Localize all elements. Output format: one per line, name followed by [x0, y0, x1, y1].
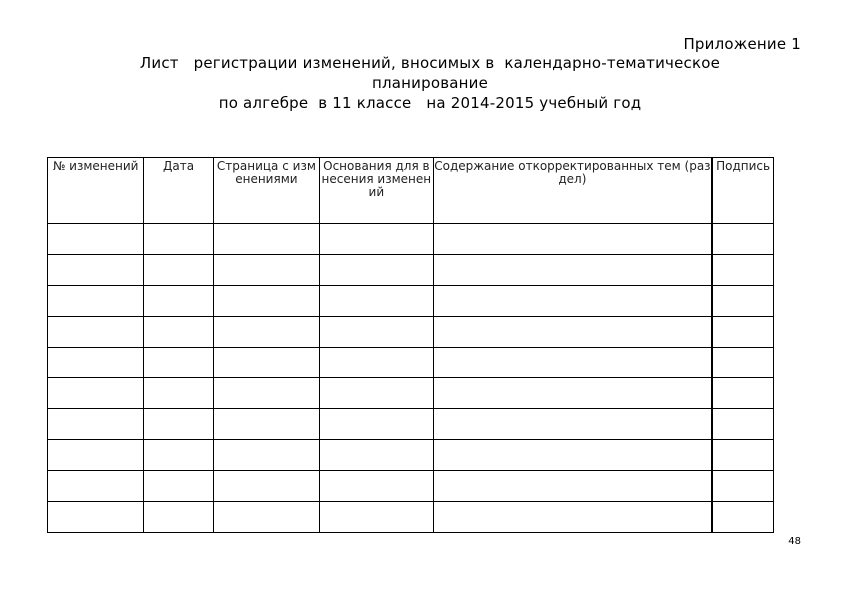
- table-cell[interactable]: [320, 378, 433, 409]
- table-cell[interactable]: [433, 440, 712, 471]
- table-cell[interactable]: [48, 378, 144, 409]
- table-cell[interactable]: [144, 316, 213, 347]
- title-line-2: планирование: [371, 74, 489, 92]
- table-cell[interactable]: [144, 224, 213, 255]
- title-line-1: Лист регистрации изменений, вносимых в календарно-тематическое: [139, 54, 721, 72]
- table-cell[interactable]: [320, 285, 433, 316]
- header-page: Страница с изменениями: [213, 158, 319, 224]
- header-change-number: № изменений: [48, 158, 144, 224]
- table-cell[interactable]: [144, 440, 213, 471]
- table-cell[interactable]: [433, 316, 712, 347]
- table-row: [48, 440, 774, 471]
- header-signature: Подпись: [712, 158, 773, 224]
- table-cell[interactable]: [213, 224, 319, 255]
- table-cell[interactable]: [712, 224, 773, 255]
- table-cell[interactable]: [320, 471, 433, 502]
- table-cell[interactable]: [712, 254, 773, 285]
- table-cell[interactable]: [320, 502, 433, 533]
- table-cell[interactable]: [712, 409, 773, 440]
- table-cell[interactable]: [320, 440, 433, 471]
- table-row: [48, 502, 774, 533]
- table-cell[interactable]: [320, 316, 433, 347]
- table-cell[interactable]: [213, 285, 319, 316]
- table-cell[interactable]: [144, 471, 213, 502]
- table-cell[interactable]: [433, 285, 712, 316]
- page-number: 48: [788, 536, 801, 547]
- header-content: Содержание откорректированных тем (раздел): [433, 158, 712, 224]
- table-cell[interactable]: [213, 440, 319, 471]
- table-cell[interactable]: [433, 409, 712, 440]
- table-cell[interactable]: [213, 378, 319, 409]
- registration-table: [47, 157, 774, 533]
- table-cell[interactable]: [433, 347, 712, 378]
- table-row: [48, 409, 774, 440]
- table-cell[interactable]: [48, 316, 144, 347]
- table-cell[interactable]: [144, 347, 213, 378]
- table-cell[interactable]: [433, 502, 712, 533]
- table-cell[interactable]: [712, 347, 773, 378]
- table-cell[interactable]: [712, 378, 773, 409]
- table-body: [48, 224, 774, 533]
- table-cell[interactable]: [213, 254, 319, 285]
- header-date: Дата: [144, 158, 213, 224]
- table-cell[interactable]: [48, 440, 144, 471]
- header-reason: Основания для внесения изменений: [320, 158, 433, 224]
- table-cell[interactable]: [433, 224, 712, 255]
- table-cell[interactable]: [144, 409, 213, 440]
- table-row: [48, 378, 774, 409]
- table-cell[interactable]: [712, 285, 773, 316]
- table-row: [48, 471, 774, 502]
- table-cell[interactable]: [712, 440, 773, 471]
- table-cell[interactable]: [213, 316, 319, 347]
- table-cell[interactable]: [712, 316, 773, 347]
- table-cell[interactable]: [144, 502, 213, 533]
- table-cell[interactable]: [320, 254, 433, 285]
- table-cell[interactable]: [320, 347, 433, 378]
- table-cell[interactable]: [144, 254, 213, 285]
- title-line-3: по алгебре в 11 классе на 2014-2015 учебный год: [218, 94, 642, 112]
- table-cell[interactable]: [712, 502, 773, 533]
- table-cell[interactable]: [213, 409, 319, 440]
- table-cell[interactable]: [48, 254, 144, 285]
- table-row: [48, 347, 774, 378]
- table-cell[interactable]: [320, 224, 433, 255]
- appendix-label: Приложение 1: [683, 35, 801, 53]
- table-cell[interactable]: [48, 471, 144, 502]
- document-title: [60, 53, 800, 113]
- table-cell[interactable]: [433, 471, 712, 502]
- table-cell[interactable]: [213, 347, 319, 378]
- table-cell[interactable]: [144, 378, 213, 409]
- table-cell[interactable]: [144, 285, 213, 316]
- table-cell[interactable]: [433, 254, 712, 285]
- table-cell[interactable]: [48, 502, 144, 533]
- table-cell[interactable]: [48, 224, 144, 255]
- table-row: [48, 316, 774, 347]
- table-cell[interactable]: [712, 471, 773, 502]
- table-cell[interactable]: [213, 502, 319, 533]
- table-cell[interactable]: [213, 471, 319, 502]
- table-cell[interactable]: [48, 347, 144, 378]
- table-cell[interactable]: [48, 409, 144, 440]
- table-cell[interactable]: [320, 409, 433, 440]
- table-header-row: [48, 158, 774, 224]
- table-cell[interactable]: [433, 378, 712, 409]
- table-row: [48, 224, 774, 255]
- table-row: [48, 285, 774, 316]
- table-row: [48, 254, 774, 285]
- table-cell[interactable]: [48, 285, 144, 316]
